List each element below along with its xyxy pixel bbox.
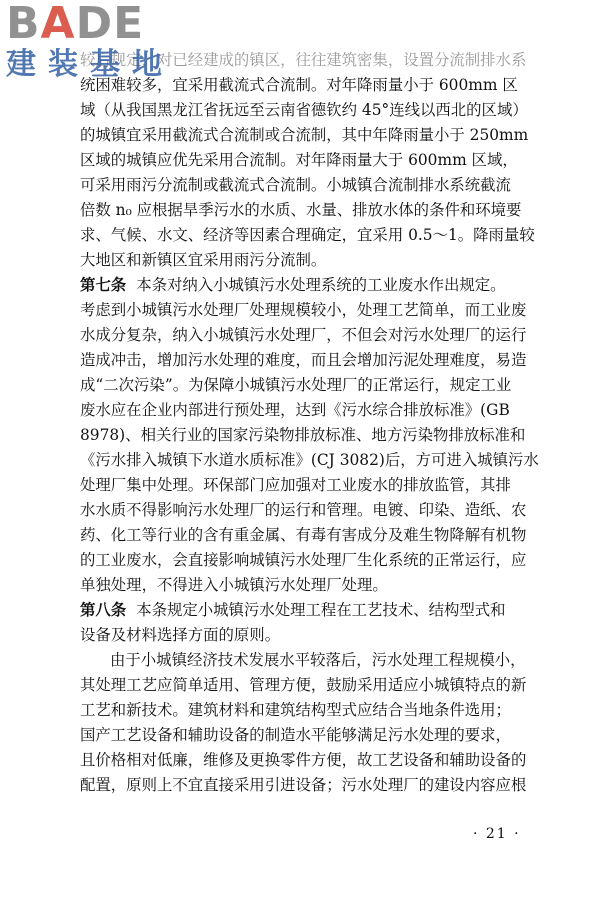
line-text: 水成分复杂，纳入小城镇污水处理厂，不但会对污水处理厂的运行 (80, 326, 527, 344)
line-text: 域（从我国黑龙江省抚远至云南省德钦约 45°连线以西北的区域） (80, 101, 528, 119)
text-line (80, 323, 550, 348)
line-text: 工艺和新技术。建筑材料和建筑结构型式应结合当地条件选用； (80, 701, 511, 719)
text-line (80, 773, 550, 798)
line-text: 本条规定小城镇污水处理工程在工艺技术、结构型式和 (136, 601, 506, 619)
line-text: 国产工艺设备和辅助设备的制造水平能够满足污水处理的要求， (80, 726, 511, 744)
text-line (80, 198, 550, 223)
logo-wordmark (6, 0, 206, 49)
line-text: 《污水排入城镇下水道水质标准》(CJ 3082)后，方可进入城镇污水 (80, 451, 539, 469)
text-line (80, 273, 550, 298)
text-line (80, 598, 550, 623)
text-line (80, 498, 550, 523)
logo-accent-letter: A (40, 0, 76, 49)
brand-logo (6, 2, 206, 92)
line-text: 倍数 n₀ 应根据旱季污水的水质、水量、排放水体的条件和环境要 (80, 201, 522, 219)
line-text: 设备及材料选择方面的原则。 (80, 626, 281, 644)
line-text: 配置，原则上不宜直接采用引进设备；污水处理厂的建设内容应根 (80, 776, 527, 794)
text-line (80, 448, 550, 473)
line-text: 8978)、相关行业的国家污染物排放标准、地方污染物排放标准和 (80, 426, 526, 444)
line-text: 由于小城镇经济技术发展水平较落后，污水处理工程规模小， (110, 651, 526, 669)
text-line (80, 348, 550, 373)
logo-letters: DE (75, 0, 145, 49)
text-line (80, 548, 550, 573)
document-body (80, 48, 550, 798)
line-text: 考虑到小城镇污水处理厂处理规模较小，处理工艺简单，而工业废 (80, 301, 527, 319)
line-text: 处理厂集中处理。环保部门应加强对工业废水的排放监管，其排 (80, 476, 511, 494)
text-line (80, 473, 550, 498)
page-number: · 21 · (473, 826, 521, 842)
text-line (80, 173, 550, 198)
line-text: 且价格相对低廉，维修及更换零件方便，故工艺设备和辅助设备的 (80, 751, 527, 769)
text-line (80, 748, 550, 773)
article-heading: 第八条 (80, 601, 127, 619)
article-heading: 第七条 (80, 276, 127, 294)
line-text: 水水质不得影响污水处理厂的运行和管理。电镀、印染、造纸、农 (80, 501, 527, 519)
text-line (80, 248, 550, 273)
text-line (80, 98, 550, 123)
text-line (80, 423, 550, 448)
line-text: 求、气候、水文、经济等因素合理确定，宜采用 0.5～1。降雨量较 (80, 226, 535, 244)
text-line (80, 123, 550, 148)
text-line (80, 223, 550, 248)
text-line (80, 623, 550, 648)
line-text: 药、化工等行业的含有重金属、有毒有害成分及难生物降解有机物 (80, 526, 527, 544)
text-line (80, 148, 550, 173)
logo-subtitle: 建装基地 (6, 47, 174, 82)
line-text: 其处理工艺应简单适用、管理方便，鼓励采用适应小城镇特点的新 (80, 676, 527, 694)
logo-letter: B (6, 0, 41, 49)
text-line (80, 723, 550, 748)
line-text: 的工业废水，会直接影响城镇污水处理厂生化系统的正常运行，应 (80, 551, 527, 569)
text-line (80, 523, 550, 548)
line-text: 的城镇宜采用截流式合流制或合流制，其中年降雨量小于 250mm (80, 126, 529, 144)
line-text: 单独处理，不得进入小城镇污水处理厂处理。 (80, 576, 388, 594)
line-text: 较后规定，对已经建成的镇区，往往建筑密集，设置分流制排水系 (80, 51, 527, 69)
line-text: 本条对纳入小城镇污水处理系统的工业废水作出规定。 (136, 276, 506, 294)
text-line (80, 573, 550, 598)
text-line (80, 648, 550, 673)
line-text: 统困难较多，宜采用截流式合流制。对年降雨量小于 600mm 区 (80, 76, 518, 94)
text-line (80, 298, 550, 323)
line-text: 造成冲击，增加污水处理的难度，而且会增加污泥处理难度，易造 (80, 351, 527, 369)
text-line (80, 698, 550, 723)
line-text: 成“二次污染”。为保障小城镇污水处理厂的正常运行，规定工业 (80, 376, 512, 394)
line-text: 大地区和新镇区宜采用雨污分流制。 (80, 251, 327, 269)
text-line (80, 673, 550, 698)
text-line (80, 373, 550, 398)
line-text: 区域的城镇应优先采用合流制。对年降雨量大于 600mm 区域， (80, 151, 518, 169)
line-text: 废水应在企业内部进行预处理，达到《污水综合排放标准》(GB (80, 401, 510, 419)
line-text: 可采用雨污分流制或截流式合流制。小城镇合流制排水系统截流 (80, 176, 511, 194)
text-line (80, 398, 550, 423)
